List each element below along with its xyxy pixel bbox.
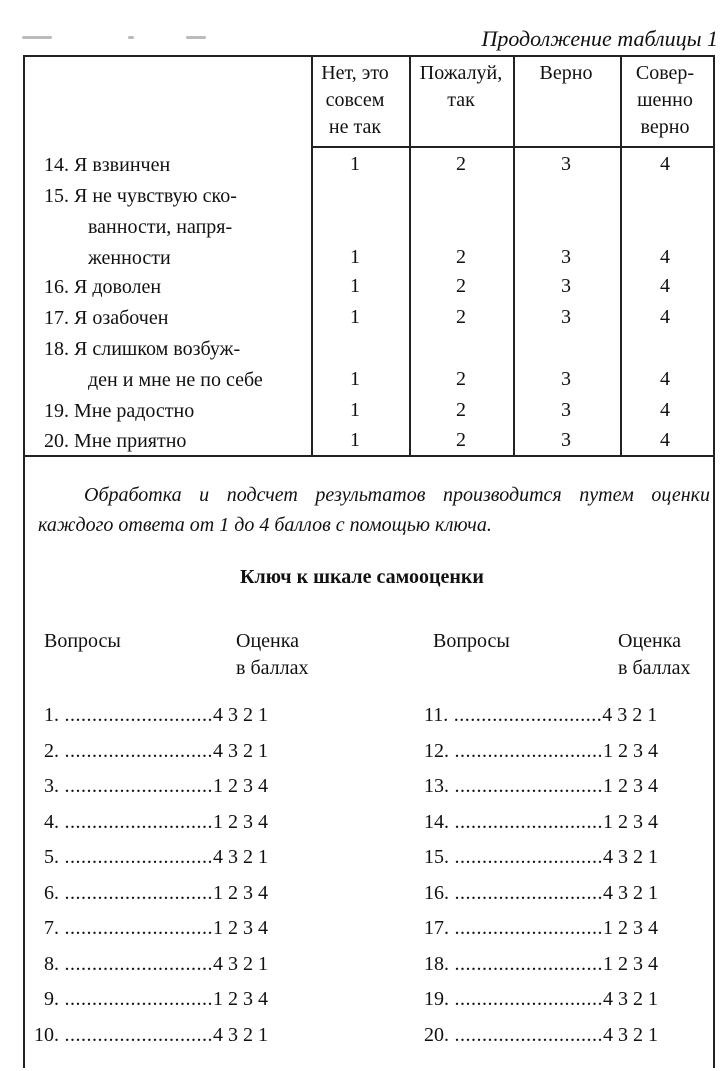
column-header	[307, 60, 403, 141]
key-score-order: 4 3 2 1	[603, 1023, 658, 1046]
key-row	[44, 773, 268, 799]
processing-note: Обработка и подсчет результатов производится путем оценки каждого ответа от 1 до 4 баллов с помощью ключа.	[38, 484, 710, 536]
column-header-line: так	[447, 89, 475, 111]
item-score: 2	[456, 246, 466, 268]
key-head-questions-left: Вопросы	[44, 630, 121, 652]
item-score: 2	[456, 399, 466, 421]
key-row	[424, 915, 658, 941]
table-caption: Продолжение таблицы 1	[481, 26, 718, 51]
key-question-number: 1.	[44, 704, 59, 726]
item-score: 4	[660, 399, 670, 421]
leader-dots: ...........................	[59, 988, 213, 1010]
leader-dots: ...........................	[449, 952, 603, 975]
item-score: 3	[561, 368, 571, 390]
header-underline	[311, 146, 715, 148]
key-question-number: 4.	[44, 810, 59, 833]
key-row	[44, 702, 268, 728]
key-question-number: 18.	[424, 952, 449, 975]
item-text-line: 14. Я взвинчен	[44, 154, 171, 176]
key-row	[424, 951, 658, 977]
key-score-order: 4 3 2 1	[213, 952, 268, 975]
leader-dots: ...........................	[449, 739, 603, 762]
column-header-line: Нет, это	[321, 62, 389, 84]
column-header-line: Пожалуй,	[419, 62, 503, 84]
item-text-line: 17. Я озабочен	[44, 307, 169, 329]
key-question-number: 11.	[424, 704, 449, 726]
leader-dots: ...........................	[59, 881, 213, 904]
key-head-score-line: в баллах	[236, 657, 309, 679]
key-question-number: 10.	[34, 1023, 59, 1046]
key-question-number: 17.	[424, 917, 449, 939]
key-score-order: 1 2 3 4	[213, 775, 268, 797]
key-head-score-line: Оценка	[236, 630, 300, 652]
key-row	[424, 1022, 658, 1048]
key-row	[44, 844, 268, 870]
item-score: 4	[660, 153, 670, 175]
leader-dots: ...........................	[59, 704, 213, 726]
key-head-score-line: в баллах	[618, 657, 691, 679]
key-head-score-line: Оценка	[618, 630, 682, 652]
key-head-questions-right: Вопросы	[433, 630, 510, 652]
key-question-number: 12.	[424, 739, 449, 762]
scan-speck	[22, 36, 52, 39]
item-score: 4	[660, 429, 670, 451]
leader-dots: ...........................	[59, 917, 213, 939]
key-row	[424, 986, 658, 1012]
item-score: 1	[350, 429, 360, 451]
item-score: 3	[561, 153, 571, 175]
column-header	[514, 60, 619, 87]
item-score: 3	[561, 246, 571, 268]
item-score: 3	[561, 306, 571, 328]
key-row	[424, 738, 658, 764]
key-question-number: 16.	[424, 881, 449, 904]
item-text-line: 20. Мне приятно	[44, 430, 187, 452]
key-title: Ключ к шкале самооценки	[240, 566, 484, 588]
key-row	[44, 809, 268, 835]
column-header-line: не так	[328, 116, 382, 138]
item-score: 1	[350, 153, 360, 175]
item-text-line: 19. Мне радостно	[44, 400, 195, 422]
key-score-order: 1 2 3 4	[603, 952, 658, 975]
leader-dots: ...........................	[59, 775, 213, 797]
key-head-score-right	[618, 628, 691, 682]
key-question-number: 14.	[424, 810, 449, 833]
leader-dots: ...........................	[449, 881, 603, 904]
key-question-number: 6.	[44, 881, 59, 904]
leader-dots: ...........................	[449, 1023, 603, 1046]
column-header	[619, 60, 711, 141]
key-row	[34, 1022, 268, 1048]
column-header-line: совсем	[325, 89, 385, 111]
item-score: 1	[350, 246, 360, 268]
leader-dots: ...........................	[59, 952, 213, 975]
item-score: 4	[660, 306, 670, 328]
key-row	[44, 986, 268, 1012]
key-question-number: 9.	[44, 988, 59, 1010]
column-divider	[409, 57, 411, 455]
key-question-number: 3.	[44, 775, 59, 797]
key-score-order: 4 3 2 1	[603, 881, 658, 904]
item-text-line: женности	[88, 247, 171, 269]
key-row	[44, 880, 268, 906]
key-score-order: 4 3 2 1	[213, 846, 268, 868]
leader-dots: ...........................	[59, 810, 213, 833]
column-header-line: Совер-	[635, 62, 695, 84]
item-score: 2	[456, 275, 466, 297]
item-score: 2	[456, 153, 466, 175]
key-row	[424, 773, 658, 799]
key-score-order: 1 2 3 4	[213, 917, 268, 939]
key-score-order: 1 2 3 4	[603, 917, 658, 939]
key-question-number: 5.	[44, 846, 59, 868]
key-row	[424, 809, 658, 835]
key-question-number: 15.	[424, 846, 449, 868]
key-score-order: 1 2 3 4	[603, 775, 658, 797]
key-score-order: 4 3 2 1	[602, 704, 658, 726]
key-question-number: 2.	[44, 739, 59, 762]
item-score: 3	[561, 275, 571, 297]
key-score-order: 1 2 3 4	[603, 739, 658, 762]
item-score: 1	[350, 368, 360, 390]
item-text-line: ден и мне не по себе	[88, 369, 263, 391]
column-header-line: шенно	[637, 89, 693, 111]
item-text-line: 16. Я доволен	[44, 276, 162, 298]
item-score: 2	[456, 368, 466, 390]
key-score-order: 1 2 3 4	[603, 810, 658, 833]
item-text-line: 15. Я не чувствую ско-	[44, 185, 237, 207]
scan-speck	[128, 36, 134, 39]
key-row	[424, 702, 657, 728]
item-text-line: ванности, напря-	[88, 216, 233, 238]
item-score: 4	[660, 275, 670, 297]
item-score: 3	[561, 429, 571, 451]
key-question-number: 8.	[44, 952, 59, 975]
key-score-order: 4 3 2 1	[213, 739, 268, 762]
key-question-number: 13.	[424, 775, 449, 797]
item-score: 3	[561, 399, 571, 421]
key-row	[424, 880, 658, 906]
key-question-number: 19.	[424, 988, 449, 1010]
column-header	[410, 60, 512, 114]
key-row	[44, 738, 268, 764]
key-question-number: 7.	[44, 917, 59, 939]
leader-dots: ...........................	[449, 846, 603, 868]
item-score: 2	[456, 429, 466, 451]
leader-dots: ...........................	[448, 704, 603, 726]
key-question-number: 20.	[424, 1023, 449, 1046]
item-score: 4	[660, 246, 670, 268]
leader-dots: ...........................	[449, 810, 603, 833]
column-header-line: верно	[640, 116, 690, 138]
key-score-order: 4 3 2 1	[603, 846, 658, 868]
item-score: 1	[350, 306, 360, 328]
scan-speck	[186, 36, 206, 39]
leader-dots: ...........................	[449, 775, 603, 797]
key-score-order: 4 3 2 1	[213, 704, 268, 726]
key-row	[44, 951, 268, 977]
key-head-score-left	[236, 628, 309, 682]
item-text-line: 18. Я слишком возбуж-	[44, 338, 241, 360]
key-score-order: 1 2 3 4	[213, 988, 268, 1010]
item-score: 4	[660, 368, 670, 390]
key-score-order: 4 3 2 1	[213, 1023, 268, 1046]
leader-dots: ...........................	[59, 1023, 213, 1046]
item-score: 1	[350, 275, 360, 297]
key-score-order: 4 3 2 1	[603, 988, 658, 1010]
leader-dots: ...........................	[449, 988, 603, 1010]
column-header-line: Верно	[539, 62, 593, 84]
column-divider	[513, 57, 515, 455]
key-row	[424, 844, 658, 870]
leader-dots: ...........................	[449, 917, 603, 939]
key-score-order: 1 2 3 4	[213, 881, 268, 904]
item-score: 1	[350, 399, 360, 421]
leader-dots: ...........................	[59, 846, 213, 868]
item-score: 2	[456, 306, 466, 328]
key-row	[44, 915, 268, 941]
key-score-order: 1 2 3 4	[213, 810, 268, 833]
leader-dots: ...........................	[59, 739, 213, 762]
